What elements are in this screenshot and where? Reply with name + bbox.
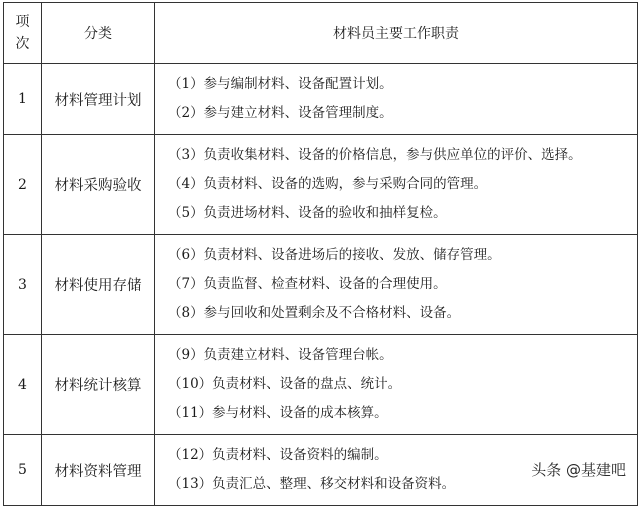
table-row	[4, 235, 638, 335]
category-label: 材料资料管理	[42, 435, 155, 506]
table-row	[4, 335, 638, 435]
item-number: 5	[4, 435, 42, 506]
duty-item: （4）负责材料、设备的选购，参与采购合同的管理。	[168, 176, 488, 192]
table-row	[4, 135, 638, 235]
duty-item: （5）负责进场材料、设备的验收和抽样复检。	[168, 205, 447, 221]
duty-item: （11）参与材料、设备的成本核算。	[168, 405, 388, 421]
category-label: 材料统计核算	[42, 335, 155, 435]
duty-item: （12）负责材料、设备资料的编制。	[168, 447, 388, 463]
duty-item: （9）负责建立材料、设备管理台帐。	[168, 347, 393, 363]
header-item-no-label: 项次	[15, 14, 30, 52]
category-label: 材料管理计划	[42, 64, 155, 135]
table-row	[4, 64, 638, 135]
category-label: 材料采购验收	[42, 135, 155, 235]
duty-item: （10）负责材料、设备的盘点、统计。	[168, 376, 402, 392]
duty-item: （3）负责收集材料、设备的价格信息，参与供应单位的评价、选择。	[168, 147, 582, 163]
duty-item: （7）负责监督、检查材料、设备的合理使用。	[168, 276, 447, 292]
item-number: 2	[4, 135, 42, 235]
header-item-no	[4, 3, 42, 64]
duty-item: （2）参与建立材料、设备管理制度。	[168, 105, 393, 121]
duty-list	[155, 235, 638, 335]
duty-list	[155, 64, 638, 135]
item-number: 4	[4, 335, 42, 435]
duty-item: （1）参与编制材料、设备配置计划。	[168, 76, 393, 92]
item-number: 1	[4, 64, 42, 135]
category-label: 材料使用存储	[42, 235, 155, 335]
header-duties: 材料员主要工作职责	[155, 3, 638, 64]
duty-list	[155, 335, 638, 435]
header-row	[4, 3, 638, 64]
duty-item: （8）参与回收和处置剩余及不合格材料、设备。	[168, 305, 461, 321]
duty-table	[3, 2, 638, 506]
item-number: 3	[4, 235, 42, 335]
watermark: 头条 @基建吧	[531, 461, 626, 479]
header-category: 分类	[42, 3, 155, 64]
duty-item: （13）负责汇总、整理、移交材料和设备资料。	[168, 476, 456, 492]
duty-list	[155, 135, 638, 235]
duty-item: （6）负责材料、设备进场后的接收、发放、储存管理。	[168, 247, 501, 263]
